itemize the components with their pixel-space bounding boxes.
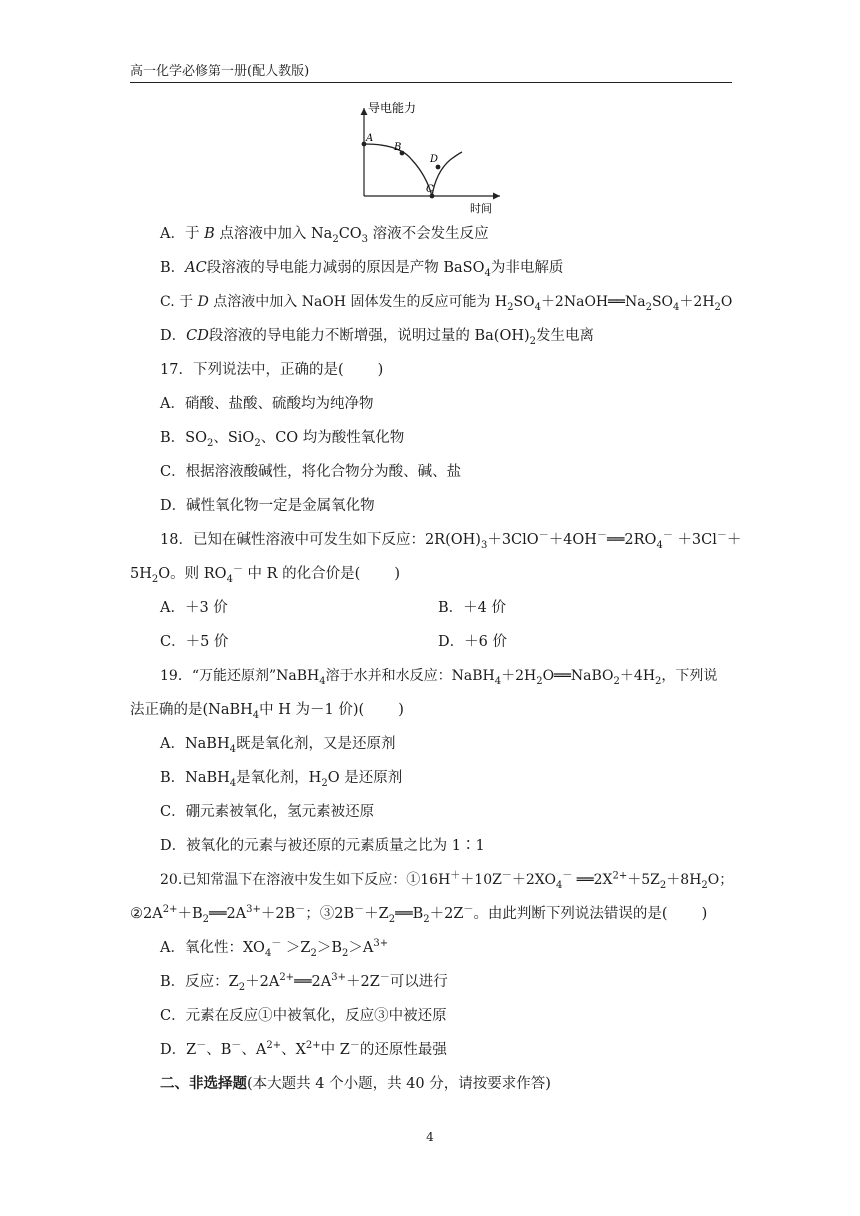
page-number: 4: [426, 1130, 434, 1144]
y-axis-label: 导电能力: [368, 101, 417, 115]
q17-option-a: A．硝酸、盐酸、硫酸均为纯净物: [160, 396, 374, 412]
q17-option-c: C．根据溶液酸碱性，将化合物分为酸、碱、盐: [160, 464, 462, 480]
point-d: [436, 165, 441, 170]
header-title: 高一化学必修第一册(配人教版): [130, 64, 310, 79]
section2-title: 二、非选择题: [160, 1075, 247, 1092]
q16-option-d: D．CD段溶液的导电能力不断增强，说明过量的 $Ba(OH)_2$发生电离: [160, 328, 595, 347]
q20-stem-line1: 20.已知常温下在溶液中发生如下反应：$①16H^++10Z^-+2XO_4^-$ $══2X^{2+}+5Z_2+8H_2O$；: [160, 870, 734, 891]
q17-option-d: D．碱性氧化物一定是金属氧化物: [160, 498, 375, 514]
section2-heading: [160, 1074, 762, 1094]
q18-option-b: B．＋4 价: [438, 600, 506, 616]
section2-desc: (本大题共 4 个小题，共 40 分，请按要求作答): [247, 1076, 551, 1092]
q19-option-c: C．硼元素被氧化，氢元素被还原: [160, 804, 375, 820]
q20-option-b: B．反应：$Z_2+2A^{2+}══2A^{3+}+2Z^-$可以进行: [160, 972, 448, 993]
q20-option-d: D．Z－、B－、$A^{2+}$、$X^{2+}$中 Z－的还原性最强: [160, 1040, 447, 1058]
q18-option-c: C．＋5 价: [160, 634, 229, 650]
conductivity-graph: [350, 100, 510, 220]
q18-option-a: A．＋3 价: [160, 600, 228, 616]
q20-stem-line2: $②2A^{2+}+B_2══2A^{3+}+2B^-$；$③2B^-+Z_2══B_2+2Z^-$。由此判断下列说法错误的是( ): [130, 904, 708, 925]
conductivity-figure: [350, 100, 510, 220]
label-c: C: [426, 184, 434, 195]
q18-stem-line2: $5H_2O$。则 $RO_4^-$ 中 R 的化合价是( ): [130, 564, 401, 585]
q17-option-b: B．$SO_2$、SiO$_2$、CO 均为酸性氧化物: [160, 430, 405, 449]
q17-stem: 17．下列说法中，正确的是( ): [160, 362, 384, 378]
q19-stem-line2: 法正确的是(NaBH$_4$中 H 为－1 价)( ): [130, 702, 404, 721]
q19-stem-line1: 19．“万能还原剂”NaBH$_4$溶于水并和水反应：$NaBH_4+2H_2O══NaBO_2+4H_2$，下列说: [160, 668, 718, 687]
label-b: B: [394, 142, 402, 153]
q18-stem-line1: 18．已知在碱性溶液中可发生如下反应：$2R(OH)_3+3ClO^-+4OH^-══2RO_4^- +3Cl^-+$: [160, 530, 742, 551]
q20-option-c: C．元素在反应①中被氧化，反应③中被还原: [160, 1008, 447, 1024]
label-d: D: [430, 154, 439, 165]
label-a: A: [366, 133, 374, 144]
q18-option-d: D．＋6 价: [438, 634, 507, 650]
q19-option-b: B．NaBH$_4$是氧化剂，$H_2O$ 是还原剂: [160, 770, 403, 789]
q16-option-a: A．于 B 点溶液中加入 $Na_2CO_3$ 溶液不会发生反应: [160, 226, 489, 245]
q16-option-c: C. 于 D 点溶液中加入 NaOH 固体发生的反应可能为 $H_2SO_4+2NaOH══Na_2SO_4+2H_2O$: [160, 294, 733, 313]
page-header: [130, 62, 732, 83]
q16-option-b: B．AC段溶液的导电能力减弱的原因是产物 BaSO$_4$为非电解质: [160, 260, 564, 279]
x-axis-label: 时间: [470, 202, 492, 215]
q20-option-a: A．氧化性：$XO_4^- >Z_2>B_2>A^{3+}$: [160, 938, 389, 959]
q19-option-a: A．NaBH$_4$既是氧化剂，又是还原剂: [160, 736, 396, 755]
q19-option-d: D．被氧化的元素与被还原的元素质量之比为 1∶1: [160, 838, 485, 854]
